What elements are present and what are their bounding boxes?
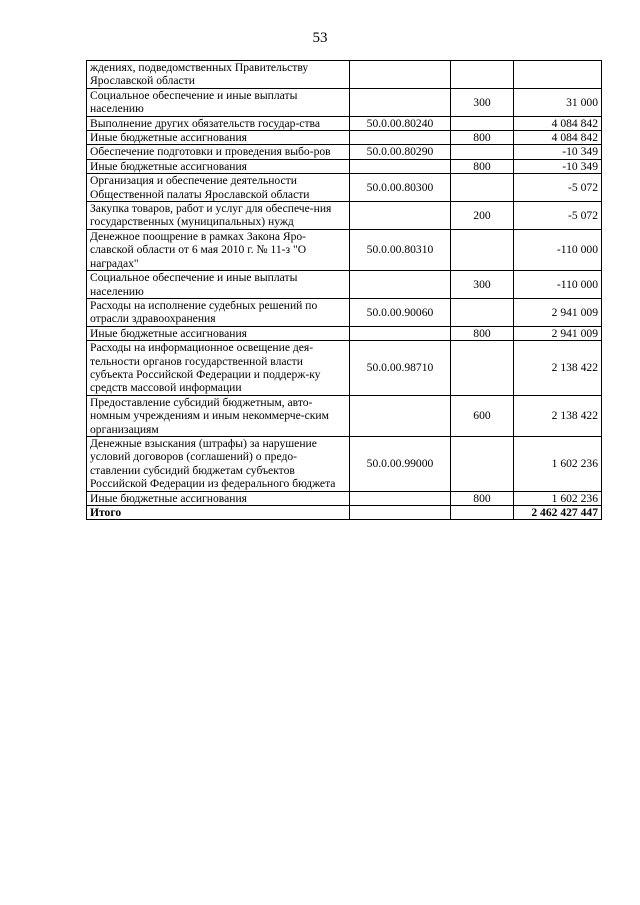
target-code — [350, 159, 451, 173]
table-row — [87, 174, 602, 202]
total-empty-code — [350, 506, 451, 520]
target-code: 50.0.00.80240 — [350, 116, 451, 130]
expense-type — [451, 116, 514, 130]
expense-name: Социальное обеспечение и иные выплаты населению — [87, 88, 350, 116]
amount: -5 072 — [514, 174, 602, 202]
expense-name: Денежное поощрение в рамках Закона Яро-славской области от 6 мая 2010 г. № 11-з "О наградах" — [87, 229, 350, 270]
target-code — [350, 88, 451, 116]
expense-name: Социальное обеспечение и иные выплаты населению — [87, 271, 350, 299]
amount — [514, 61, 602, 89]
table-row — [87, 61, 602, 89]
amount: 2 138 422 — [514, 395, 602, 436]
table-row — [87, 159, 602, 173]
amount: -110 000 — [514, 229, 602, 270]
table-row — [87, 395, 602, 436]
amount: 2 941 009 — [514, 298, 602, 326]
table-row — [87, 229, 602, 270]
expense-type — [451, 174, 514, 202]
table-row — [87, 145, 602, 159]
amount: 1 602 236 — [514, 436, 602, 491]
target-code: 50.0.00.98710 — [350, 341, 451, 396]
expense-name: Расходы на информационное освещение дея-тельности органов государственной власти субъекта Российской Федерации и поддерж-ку средств массовой информации — [87, 341, 350, 396]
total-label: Итого — [87, 506, 350, 520]
expense-type — [451, 341, 514, 396]
expense-name: Иные бюджетные ассигнования — [87, 326, 350, 340]
expense-type — [451, 145, 514, 159]
expense-name: ждениях, подведомственных Правительству Ярославской области — [87, 61, 350, 89]
expense-type — [451, 436, 514, 491]
expense-name: Расходы на исполнение судебных решений по отрасли здравоохранения — [87, 298, 350, 326]
amount: 2 941 009 — [514, 326, 602, 340]
target-code: 50.0.00.80310 — [350, 229, 451, 270]
table-row — [87, 341, 602, 396]
target-code — [350, 395, 451, 436]
expense-name: Организация и обеспечение деятельности Общественной палаты Ярославской области — [87, 174, 350, 202]
table-row — [87, 88, 602, 116]
amount: -110 000 — [514, 271, 602, 299]
target-code — [350, 491, 451, 505]
total-row — [87, 506, 602, 520]
table-row — [87, 202, 602, 230]
expense-name: Иные бюджетные ассигнования — [87, 159, 350, 173]
expense-type — [451, 229, 514, 270]
expense-name: Иные бюджетные ассигнования — [87, 491, 350, 505]
expense-type: 600 — [451, 395, 514, 436]
expense-name: Закупка товаров, работ и услуг для обеспече-ния государственных (муниципальных) нужд — [87, 202, 350, 230]
expense-type: 800 — [451, 131, 514, 145]
amount: -10 349 — [514, 145, 602, 159]
expense-type — [451, 61, 514, 89]
target-code — [350, 326, 451, 340]
table-row — [87, 271, 602, 299]
expense-type — [451, 298, 514, 326]
table-row — [87, 298, 602, 326]
table-row — [87, 131, 602, 145]
expense-type: 200 — [451, 202, 514, 230]
expense-type: 800 — [451, 491, 514, 505]
amount: -10 349 — [514, 159, 602, 173]
amount: 1 602 236 — [514, 491, 602, 505]
amount: 2 138 422 — [514, 341, 602, 396]
table-row — [87, 436, 602, 491]
target-code: 50.0.00.90060 — [350, 298, 451, 326]
target-code — [350, 202, 451, 230]
table-row — [87, 491, 602, 505]
amount: -5 072 — [514, 202, 602, 230]
table-row — [87, 326, 602, 340]
total-empty-type — [451, 506, 514, 520]
expense-name: Обеспечение подготовки и проведения выбо-ров — [87, 145, 350, 159]
expense-type: 300 — [451, 271, 514, 299]
page-number: 53 — [312, 30, 328, 46]
table-row — [87, 116, 602, 130]
expense-type: 300 — [451, 88, 514, 116]
expense-name: Выполнение других обязательств государ-ства — [87, 116, 350, 130]
expense-type: 800 — [451, 326, 514, 340]
budget-table — [86, 60, 602, 520]
target-code: 50.0.00.80300 — [350, 174, 451, 202]
amount: 31 000 — [514, 88, 602, 116]
amount: 4 084 842 — [514, 131, 602, 145]
total-amount: 2 462 427 447 — [514, 506, 602, 520]
target-code — [350, 61, 451, 89]
target-code — [350, 271, 451, 299]
expense-name: Иные бюджетные ассигнования — [87, 131, 350, 145]
amount: 4 084 842 — [514, 116, 602, 130]
target-code: 50.0.00.99000 — [350, 436, 451, 491]
expense-name: Предоставление субсидий бюджетным, авто-номным учреждениям и иным некоммерче-ским организациям — [87, 395, 350, 436]
expense-name: Денежные взыскания (штрафы) за нарушение условий договоров (соглашений) о предо-ставлении субсидий бюджетам субъектов Российской Федерации из федерального бюджета — [87, 436, 350, 491]
target-code — [350, 131, 451, 145]
target-code: 50.0.00.80290 — [350, 145, 451, 159]
expense-type: 800 — [451, 159, 514, 173]
